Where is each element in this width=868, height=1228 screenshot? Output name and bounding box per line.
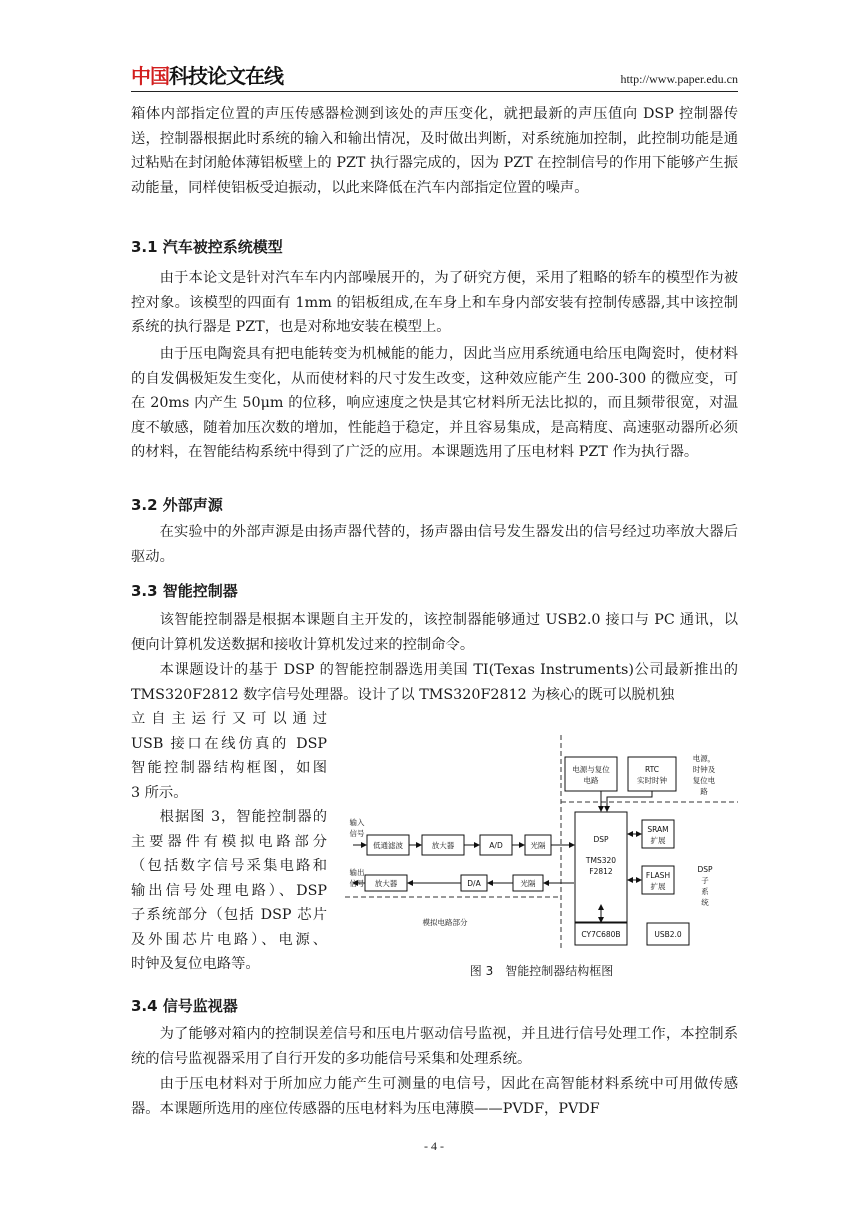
dsp-box-line2: TMS320 — [585, 856, 617, 865]
rtc-box — [628, 757, 676, 791]
amp-in-label: 放大器 — [431, 841, 455, 850]
side2-line-5: 子系统部分（包括 DSP 芯片 — [131, 907, 327, 923]
flash-line2: 扩展 — [650, 882, 666, 891]
journal-logo: 中国科技论文在线 — [131, 64, 283, 88]
arrow-rtc-dsp — [607, 791, 652, 811]
power-box-line1: 电源与复位 — [572, 765, 610, 774]
page-number: - 4 - — [424, 1139, 444, 1153]
side2-line-4: 输出信号处理电路）、DSP — [131, 882, 327, 899]
paragraph-3-2: 在实验中的外部声源是由扬声器代替的，扬声器由信号发生器发出的信号经过功率放大器后驱动。 — [131, 524, 738, 565]
output-label-2: 信号 — [349, 879, 365, 888]
side2-line-3: （包括数字信号采集电路和 — [131, 858, 327, 874]
analog-label: 模拟电路部分 — [422, 918, 468, 927]
power-label-1: 电源， — [692, 754, 716, 763]
rtc-box-line2: 实时时钟 — [637, 776, 667, 785]
paragraph-3-4-a: 为了能够对箱内的控制误差信号和压电片驱动信号监视，并且进行信号处理工作，本控制系统的信号监视器采用了自行开发的多功能信号采集和处理系统。 — [131, 1026, 738, 1067]
side2-line-6: 及外围芯片电路）、电源、 — [131, 931, 327, 948]
side-paragraph-2 — [131, 805, 327, 977]
dsp-box-line1: DSP — [593, 835, 609, 844]
power-label-2: 时钟及 — [692, 765, 716, 774]
paragraph-3-1-a: 由于本论文是针对汽车车内内部噪展开的，为了研究方便，采用了粗略的轿车的模型作为被控对象。该模型的四面有 1mm 的铝板组成,在车身上和车身内部安装有控制传感器,其中该控制系统的执行器是 PZT，也是对称地安装在模型上。 — [131, 270, 738, 335]
side1-line-2: USB 接口在线仿真的 DSP — [131, 735, 327, 752]
iso-out-label: 光隔 — [520, 879, 536, 888]
power-reset-box — [565, 757, 617, 791]
sram-line2: 扩展 — [650, 836, 666, 845]
usb-label: USB2.0 — [654, 930, 682, 939]
side-paragraph-1 — [131, 707, 327, 805]
dsp-sub-label-2: 子 — [701, 876, 709, 885]
paragraph-3-3-b: 本课题设计的基于 DSP 的智能控制器选用美国 TI(Texas Instruments)公司最新推出的 TMS320F2812 数字信号处理器。设计了以 TMS320F2812 为核心的既可以脱机独 — [131, 662, 738, 703]
amp-out-label: 放大器 — [374, 879, 398, 888]
da-label: D/A — [467, 879, 481, 888]
header-url: http://www.paper.edu.cn — [620, 72, 738, 86]
paragraph-3-1-b: 由于压电陶瓷具有把电能转变为机械能的能力，因此当应用系统通电给压电陶瓷时，使材料的自发偶极矩发生变化，从而使材料的尺寸发生改变，这种效应能产生 200-300 的微应变，可在 20ms 内产生 50μm 的位移，响应速度之快是其它材料所无法比拟的，而且频带很宽，对温度不敏感，随着加压次数的增加，性能趋于稳定，并且容易集成，是高精度、高速驱动器所必须的材料，在智能结构系统中得到了广泛的应用。本课题选用了压电材料 PZT 作为执行器。 — [131, 346, 738, 460]
controller-block-diagram — [345, 735, 738, 950]
paragraph-3-4-b: 由于压电材料对于所加应力能产生可测量的电信号，因此在高智能材料系统中可用做传感器。本课题所选用的座位传感器的压电材料为压电薄膜——PVDF，PVDF — [131, 1076, 738, 1117]
input-label-1: 输入 — [349, 818, 365, 827]
section-3-3-title: 3.3 智能控制器 — [131, 582, 238, 600]
side1-line-4: 3 所示。 — [131, 784, 188, 801]
section-3-4-title: 3.4 信号监视器 — [131, 997, 238, 1015]
output-label-1: 输出 — [349, 868, 365, 877]
power-label-4: 路 — [700, 787, 708, 796]
figure-caption: 图 3 智能控制器结构框图 — [469, 964, 614, 978]
sram-line1: SRAM — [647, 825, 669, 834]
lowpass-label: 低通滤波 — [373, 841, 403, 850]
dsp-sub-label-4: 统 — [701, 898, 709, 907]
section-3-2-title: 3.2 外部声源 — [131, 496, 223, 514]
side2-line-2: 主要器件有模拟电路部分 — [131, 833, 327, 850]
paragraph-intro: 箱体内部指定位置的声压传感器检测到该处的声压变化，就把最新的声压值向 DSP 控制器传送，控制器根据此时系统的输入和输出情况，及时做出判断，对系统施加控制，此控制功能是通过粘贴在封闭舱体薄铝板壁上的 PZT 执行器完成的，因为 PZT 在控制信号的作用下能够产生振动能量，同样使铝板受迫振动，以此来降低在汽车内部指定位置的噪声。 — [131, 106, 738, 196]
side2-line-1: 根据图 3，智能控制器的 — [159, 809, 327, 825]
power-box-line2: 电路 — [583, 776, 599, 785]
cy7-label: CY7C680B — [581, 930, 621, 939]
side1-line-1: 立自主运行又可以通过 — [131, 711, 327, 727]
iso-in-label: 光隔 — [530, 841, 546, 850]
rtc-box-line1: RTC — [644, 765, 660, 774]
page-header — [131, 60, 738, 92]
dsp-sub-label-3: 系 — [701, 887, 709, 896]
side1-line-3: 智能控制器结构框图，如图 — [131, 760, 327, 776]
side2-line-7: 时钟及复位电路等。 — [131, 956, 260, 972]
header-rule — [131, 91, 738, 92]
paragraph-3-3-a: 该智能控制器是根据本课题自主开发的，该控制器能够通过 USB2.0 接口与 PC 通讯，以便向计算机发送数据和接收计算机发过来的控制命令。 — [131, 612, 738, 653]
section-3-1-title: 3.1 汽车被控系统模型 — [131, 238, 283, 256]
flash-line1: FLASH — [645, 871, 671, 880]
dsp-box-line3: F2812 — [589, 867, 613, 876]
dsp-sub-label-1: DSP — [697, 865, 713, 874]
ad-label: A/D — [489, 841, 503, 850]
input-label-2: 信号 — [349, 829, 365, 838]
power-label-3: 复位电 — [692, 776, 716, 785]
